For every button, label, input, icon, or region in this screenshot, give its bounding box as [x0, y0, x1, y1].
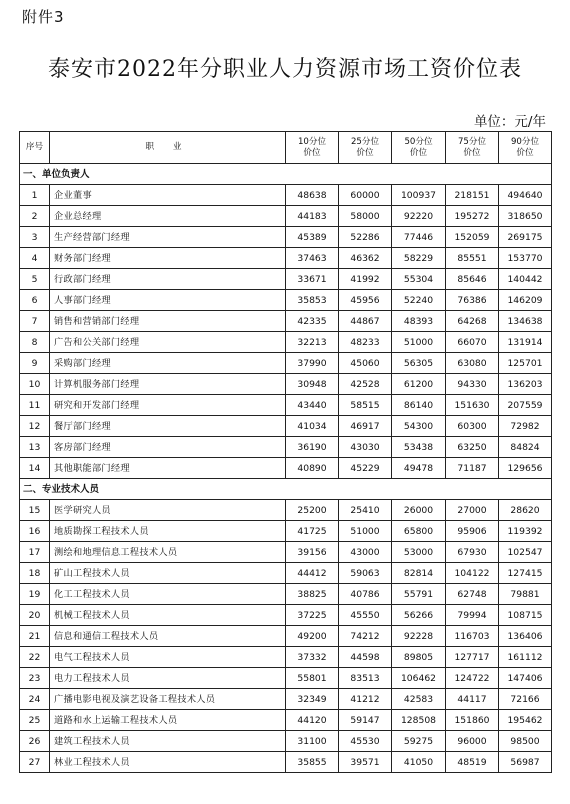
header-p25 [339, 132, 392, 164]
cell-p50: 82814 [392, 563, 446, 584]
cell-occupation: 财务部门经理 [50, 248, 286, 269]
cell-no: 3 [20, 227, 50, 248]
table-row [20, 458, 552, 479]
cell-occupation: 广播电影电视及演艺设备工程技术人员 [50, 689, 286, 710]
cell-p75: 60300 [446, 416, 499, 437]
section-title: 一、单位负责人 [20, 164, 552, 185]
cell-p75: 151860 [446, 710, 499, 731]
cell-p90: 494640 [499, 185, 552, 206]
table-row [20, 353, 552, 374]
cell-p75: 127717 [446, 647, 499, 668]
cell-no: 12 [20, 416, 50, 437]
cell-p90: 131914 [499, 332, 552, 353]
cell-no: 17 [20, 542, 50, 563]
cell-no: 18 [20, 563, 50, 584]
table-row [20, 290, 552, 311]
header-no: 序号 [20, 132, 50, 164]
cell-no: 11 [20, 395, 50, 416]
table-row [20, 185, 552, 206]
cell-p25: 58515 [339, 395, 392, 416]
cell-p90: 147406 [499, 668, 552, 689]
header-p90 [499, 132, 552, 164]
cell-p10: 37225 [286, 605, 339, 626]
table-row [20, 521, 552, 542]
cell-p90: 72982 [499, 416, 552, 437]
table-row [20, 584, 552, 605]
cell-p90: 195462 [499, 710, 552, 731]
cell-p50: 92220 [392, 206, 446, 227]
cell-p25: 43000 [339, 542, 392, 563]
cell-p10: 41725 [286, 521, 339, 542]
cell-p50: 55791 [392, 584, 446, 605]
cell-no: 22 [20, 647, 50, 668]
header-p50-top: 50分位 [404, 136, 433, 147]
cell-p75: 85646 [446, 269, 499, 290]
cell-p75: 67930 [446, 542, 499, 563]
header-p75-top: 75分位 [457, 136, 487, 147]
cell-occupation: 计算机服务部门经理 [50, 374, 286, 395]
cell-p75: 66070 [446, 332, 499, 353]
cell-p10: 32349 [286, 689, 339, 710]
cell-occupation: 销售和营销部门经理 [50, 311, 286, 332]
cell-p10: 44412 [286, 563, 339, 584]
cell-p75: 62748 [446, 584, 499, 605]
cell-p90: 98500 [499, 731, 552, 752]
table-row [20, 332, 552, 353]
cell-occupation: 道路和水上运输工程技术人员 [50, 710, 286, 731]
cell-p10: 32213 [286, 332, 339, 353]
cell-p10: 44183 [286, 206, 339, 227]
cell-p50: 106462 [392, 668, 446, 689]
cell-p25: 46917 [339, 416, 392, 437]
header-p25-bottom: 价位 [356, 147, 374, 158]
cell-no: 14 [20, 458, 50, 479]
cell-p10: 33671 [286, 269, 339, 290]
cell-no: 10 [20, 374, 50, 395]
cell-p10: 37990 [286, 353, 339, 374]
cell-no: 13 [20, 437, 50, 458]
table-header-row [20, 132, 552, 164]
header-occupation: 职 业 [50, 132, 286, 164]
table-row [20, 416, 552, 437]
cell-occupation: 测绘和地理信息工程技术人员 [50, 542, 286, 563]
header-p10-bottom: 价位 [303, 147, 321, 158]
cell-p50: 53438 [392, 437, 446, 458]
page-title: 泰安市2022年分职业人力资源市场工资价位表 [48, 57, 522, 82]
cell-p50: 59275 [392, 731, 446, 752]
section-row [20, 164, 552, 185]
cell-p25: 25410 [339, 500, 392, 521]
cell-p10: 31100 [286, 731, 339, 752]
cell-p90: 84824 [499, 437, 552, 458]
table-row [20, 542, 552, 563]
cell-p50: 61200 [392, 374, 446, 395]
cell-p50: 53000 [392, 542, 446, 563]
cell-p25: 83513 [339, 668, 392, 689]
cell-p75: 152059 [446, 227, 499, 248]
cell-occupation: 行政部门经理 [50, 269, 286, 290]
cell-p90: 140442 [499, 269, 552, 290]
table-row [20, 752, 552, 773]
cell-p90: 136203 [499, 374, 552, 395]
cell-p25: 45060 [339, 353, 392, 374]
cell-p50: 100937 [392, 185, 446, 206]
cell-p50: 58229 [392, 248, 446, 269]
header-p50 [392, 132, 446, 164]
cell-p75: 116703 [446, 626, 499, 647]
table-row [20, 395, 552, 416]
cell-occupation: 建筑工程技术人员 [50, 731, 286, 752]
cell-no: 21 [20, 626, 50, 647]
cell-p75: 94330 [446, 374, 499, 395]
cell-p25: 45530 [339, 731, 392, 752]
cell-p25: 41992 [339, 269, 392, 290]
cell-p90: 129656 [499, 458, 552, 479]
cell-occupation: 电气工程技术人员 [50, 647, 286, 668]
section-title: 二、专业技术人员 [20, 479, 552, 500]
cell-p75: 95906 [446, 521, 499, 542]
cell-p75: 63250 [446, 437, 499, 458]
cell-p50: 77446 [392, 227, 446, 248]
cell-no: 6 [20, 290, 50, 311]
wage-table [19, 131, 552, 773]
cell-p10: 39156 [286, 542, 339, 563]
table-row [20, 668, 552, 689]
cell-no: 15 [20, 500, 50, 521]
cell-p25: 43030 [339, 437, 392, 458]
cell-p25: 44867 [339, 311, 392, 332]
cell-p10: 35853 [286, 290, 339, 311]
cell-no: 8 [20, 332, 50, 353]
cell-no: 9 [20, 353, 50, 374]
table-row [20, 605, 552, 626]
cell-p90: 146209 [499, 290, 552, 311]
cell-no: 2 [20, 206, 50, 227]
cell-no: 16 [20, 521, 50, 542]
cell-p10: 37332 [286, 647, 339, 668]
cell-occupation: 地质勘探工程技术人员 [50, 521, 286, 542]
cell-occupation: 医学研究人员 [50, 500, 286, 521]
table-row [20, 248, 552, 269]
cell-p25: 41212 [339, 689, 392, 710]
cell-p50: 49478 [392, 458, 446, 479]
header-p75-bottom: 价位 [463, 147, 481, 158]
cell-p50: 56266 [392, 605, 446, 626]
cell-p25: 45229 [339, 458, 392, 479]
cell-p75: 195272 [446, 206, 499, 227]
cell-no: 24 [20, 689, 50, 710]
cell-p25: 58000 [339, 206, 392, 227]
table-row [20, 500, 552, 521]
cell-p10: 35855 [286, 752, 339, 773]
cell-occupation: 采购部门经理 [50, 353, 286, 374]
cell-p25: 44598 [339, 647, 392, 668]
table-row [20, 206, 552, 227]
cell-p75: 48519 [446, 752, 499, 773]
cell-occupation: 化工工程技术人员 [50, 584, 286, 605]
table-row [20, 269, 552, 290]
cell-p25: 45550 [339, 605, 392, 626]
unit-label: 单位：元/年 [473, 114, 546, 130]
cell-no: 5 [20, 269, 50, 290]
cell-occupation: 企业总经理 [50, 206, 286, 227]
cell-p25: 45956 [339, 290, 392, 311]
cell-p75: 85551 [446, 248, 499, 269]
cell-p90: 72166 [499, 689, 552, 710]
cell-occupation: 机械工程技术人员 [50, 605, 286, 626]
cell-p90: 134638 [499, 311, 552, 332]
cell-p50: 86140 [392, 395, 446, 416]
cell-p10: 43440 [286, 395, 339, 416]
cell-p10: 44120 [286, 710, 339, 731]
header-p10 [286, 132, 339, 164]
cell-occupation: 信息和通信工程技术人员 [50, 626, 286, 647]
cell-p25: 74212 [339, 626, 392, 647]
cell-p10: 42335 [286, 311, 339, 332]
cell-p10: 25200 [286, 500, 339, 521]
cell-p90: 161112 [499, 647, 552, 668]
cell-p75: 96000 [446, 731, 499, 752]
cell-occupation: 人事部门经理 [50, 290, 286, 311]
cell-p75: 63080 [446, 353, 499, 374]
header-p10-top: 10分位 [297, 136, 327, 147]
attachment-label: 附件3 [22, 8, 65, 26]
cell-p90: 119392 [499, 521, 552, 542]
cell-occupation: 企业董事 [50, 185, 286, 206]
cell-p50: 54300 [392, 416, 446, 437]
cell-p25: 60000 [339, 185, 392, 206]
cell-occupation: 餐厅部门经理 [50, 416, 286, 437]
cell-no: 20 [20, 605, 50, 626]
cell-p50: 56305 [392, 353, 446, 374]
header-p90-bottom: 价位 [516, 147, 534, 158]
cell-p10: 55801 [286, 668, 339, 689]
cell-p50: 41050 [392, 752, 446, 773]
cell-no: 27 [20, 752, 50, 773]
cell-p50: 55304 [392, 269, 446, 290]
cell-p75: 124722 [446, 668, 499, 689]
cell-p25: 52286 [339, 227, 392, 248]
table-row [20, 311, 552, 332]
cell-no: 7 [20, 311, 50, 332]
cell-p75: 76386 [446, 290, 499, 311]
cell-p90: 28620 [499, 500, 552, 521]
cell-no: 25 [20, 710, 50, 731]
cell-occupation: 矿山工程技术人员 [50, 563, 286, 584]
header-p25-top: 25分位 [350, 136, 380, 147]
cell-p25: 48233 [339, 332, 392, 353]
cell-occupation: 其他职能部门经理 [50, 458, 286, 479]
table-row [20, 374, 552, 395]
cell-p75: 44117 [446, 689, 499, 710]
cell-p90: 102547 [499, 542, 552, 563]
cell-p25: 59063 [339, 563, 392, 584]
cell-p25: 51000 [339, 521, 392, 542]
header-p75 [446, 132, 499, 164]
cell-p10: 38825 [286, 584, 339, 605]
cell-p90: 127415 [499, 563, 552, 584]
table-row [20, 437, 552, 458]
cell-p10: 40890 [286, 458, 339, 479]
table-row [20, 689, 552, 710]
cell-p50: 51000 [392, 332, 446, 353]
cell-p50: 65800 [392, 521, 446, 542]
cell-occupation: 生产经营部门经理 [50, 227, 286, 248]
cell-p75: 79994 [446, 605, 499, 626]
cell-p50: 26000 [392, 500, 446, 521]
cell-p50: 89805 [392, 647, 446, 668]
cell-p90: 153770 [499, 248, 552, 269]
cell-occupation: 电力工程技术人员 [50, 668, 286, 689]
cell-p90: 125701 [499, 353, 552, 374]
table-row [20, 563, 552, 584]
cell-p10: 41034 [286, 416, 339, 437]
table-row [20, 710, 552, 731]
section-row [20, 479, 552, 500]
table-row [20, 731, 552, 752]
cell-p25: 46362 [339, 248, 392, 269]
table-row [20, 626, 552, 647]
cell-p75: 104122 [446, 563, 499, 584]
cell-p25: 59147 [339, 710, 392, 731]
cell-p10: 48638 [286, 185, 339, 206]
cell-p10: 45389 [286, 227, 339, 248]
table-row [20, 227, 552, 248]
cell-occupation: 客房部门经理 [50, 437, 286, 458]
cell-p75: 218151 [446, 185, 499, 206]
table-row [20, 647, 552, 668]
cell-no: 1 [20, 185, 50, 206]
header-p50-bottom: 价位 [409, 147, 428, 158]
cell-p90: 136406 [499, 626, 552, 647]
cell-p10: 37463 [286, 248, 339, 269]
cell-p50: 52240 [392, 290, 446, 311]
cell-p10: 30948 [286, 374, 339, 395]
cell-p75: 71187 [446, 458, 499, 479]
cell-p50: 42583 [392, 689, 446, 710]
cell-p90: 207559 [499, 395, 552, 416]
cell-no: 23 [20, 668, 50, 689]
cell-no: 4 [20, 248, 50, 269]
cell-p50: 48393 [392, 311, 446, 332]
cell-p50: 128508 [392, 710, 446, 731]
cell-no: 19 [20, 584, 50, 605]
cell-p75: 64268 [446, 311, 499, 332]
cell-p25: 40786 [339, 584, 392, 605]
cell-occupation: 广告和公关部门经理 [50, 332, 286, 353]
cell-p25: 42528 [339, 374, 392, 395]
cell-p90: 79881 [499, 584, 552, 605]
cell-p50: 92228 [392, 626, 446, 647]
header-p90-top: 90分位 [510, 136, 540, 147]
cell-p75: 27000 [446, 500, 499, 521]
cell-p10: 49200 [286, 626, 339, 647]
cell-p10: 36190 [286, 437, 339, 458]
cell-p90: 108715 [499, 605, 552, 626]
cell-p90: 269175 [499, 227, 552, 248]
cell-p90: 318650 [499, 206, 552, 227]
cell-occupation: 林业工程技术人员 [50, 752, 286, 773]
cell-p75: 151630 [446, 395, 499, 416]
cell-occupation: 研究和开发部门经理 [50, 395, 286, 416]
cell-no: 26 [20, 731, 50, 752]
cell-p25: 39571 [339, 752, 392, 773]
cell-p90: 56987 [499, 752, 552, 773]
